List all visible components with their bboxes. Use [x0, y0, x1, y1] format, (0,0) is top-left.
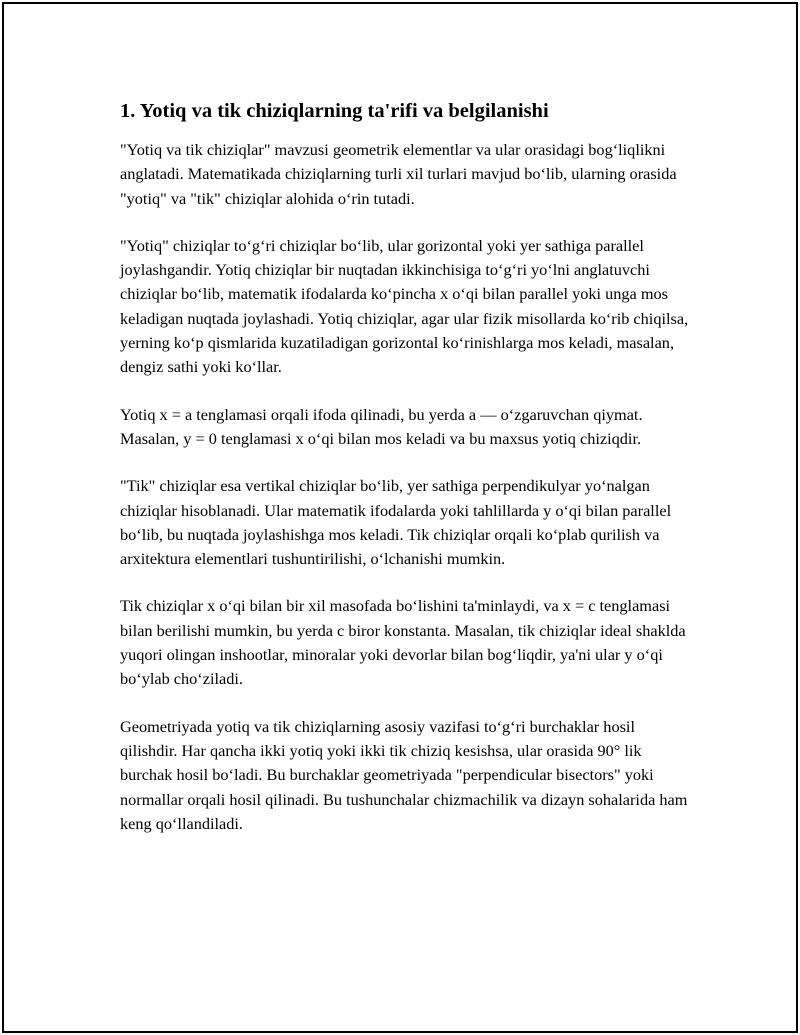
- page-frame: [2, 2, 798, 1033]
- section-title: 1. Yotiq va tik chiziqlarning ta'rifi va belgilanishi: [120, 100, 549, 122]
- paragraph-vertical-equation: Tik chiziqlar x o‘qi bilan bir xil masofada bo‘lishini ta'minlaydi, va x = c tenglamasi bilan berilishi mumkin, bu yerda c biror konstanta. Masalan, tik chiziqlar ideal shaklda yuqori olingan inshootlar, minoralar yoki devorlar bilan bog‘liqdir, ya'ni ular y o‘qi bo‘ylab cho‘ziladi.: [120, 596, 686, 689]
- document-body: [120, 97, 696, 859]
- paragraph-vertical-lines: "Tik" chiziqlar esa vertikal chiziqlar bo‘lib, yer sathiga perpendikulyar yo‘nalgan chiziqlar hisoblanadi. Ular matematik ifodalarda yoki tahlillarda y o‘qi bilan parallel bo‘lib, bu nuqtada joylashishga mos keladi. Tik chiziqlar orqali ko‘plab qurilish va arxitektura elementlari tushuntirilishi, o‘lchanishi mumkin.: [120, 476, 672, 569]
- paragraph-horizontal-equation: Yotiq x = a tenglamasi orqali ifoda qilinadi, bu yerda a — o‘zgaruvchan qiymat. Masalan, y = 0 tenglamasi x o‘qi bilan mos keladi va bu maxsus yotiq chiziqdir.: [120, 404, 643, 448]
- paragraph-intro: "Yotiq va tik chiziqlar" mavzusi geometrik elementlar va ular orasidagi bog‘liqlikni anglatadi. Matematikada chiziqlarning turli xil turlari mavjud bo‘lib, ularning orasida "yotiq" va "tik" chiziqlar alohida o‘rin tutadi.: [120, 140, 677, 208]
- paragraph-right-angles: Geometriyada yotiq va tik chiziqlarning asosiy vazifasi to‘g‘ri burchaklar hosil qilishdir. Har qancha ikki yotiq yoki ikki tik chiziq kesishsa, ular orasida 90° lik burchak hosil bo‘ladi. Bu burchaklar geometriyada "perpendicular bisectors" yoki normallar orqali hosil qilinadi. Bu tushunchalar chizmachilik va dizayn sohalarida ham keng qo‘llandiladi.: [120, 716, 688, 833]
- paragraph-horizontal-lines: "Yotiq" chiziqlar to‘g‘ri chiziqlar bo‘lib, ular gorizontal yoki yer sathiga parallel joylashgandir. Yotiq chiziqlar bir nuqtadan ikkinchisiga to‘g‘ri yo‘lni anglatuvchi chiziqlar bo‘lib, matematik ifodalarda ko‘pincha x o‘qi bilan parallel yoki unga mos keladigan nuqtada joylashadi. Yotiq chiziqlar, agar ular fizik misollarda ko‘rib chiqilsa, yerning ko‘p qismlarida kuzatiladigan gorizontal ko‘rinishlarga mos keladi, masalan, dengiz sathi yoki ko‘llar.: [120, 235, 689, 377]
